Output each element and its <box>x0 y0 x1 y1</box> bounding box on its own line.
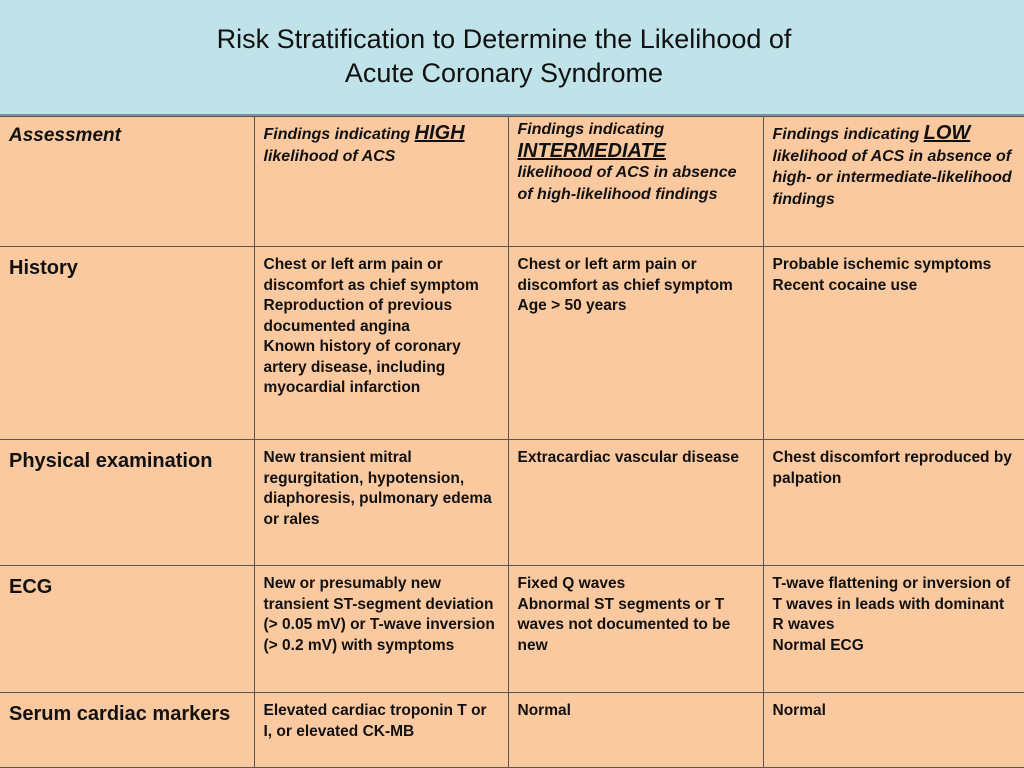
cell-line: Normal <box>772 702 826 719</box>
header-low-rest: likelihood of ACS in absence of high- or intermediate-likelihood findings <box>772 147 1012 208</box>
cell-line: Abnormal ST segments or T waves not documented to be new <box>517 595 731 654</box>
header-high-prefix: Findings indicating <box>263 126 415 143</box>
row-label-history: History <box>0 247 254 440</box>
header-low-prefix: Findings indicating <box>772 126 924 143</box>
cell-line: Recent cocaine use <box>772 276 918 294</box>
cell-history-intermediate <box>508 247 763 440</box>
header-intermediate-prefix: Findings indicating <box>517 121 665 138</box>
risk-table <box>0 116 1024 768</box>
cell-line: Chest discomfort reproduced by palpation <box>772 449 1012 487</box>
cell-physical-low <box>763 440 1024 566</box>
cell-line: Fixed Q waves <box>517 575 626 592</box>
cell-serum-high <box>254 693 508 768</box>
cell-ecg-low <box>763 566 1024 693</box>
header-assessment: Assessment <box>0 117 254 247</box>
cell-line: Normal ECG <box>772 636 864 654</box>
cell-ecg-intermediate <box>508 566 763 693</box>
cell-line: Chest or left arm pain or discomfort as chief symptom <box>263 256 479 294</box>
cell-ecg-high <box>254 566 508 693</box>
cell-line: Reproduction of previous documented angina <box>263 297 453 335</box>
cell-serum-intermediate <box>508 693 763 768</box>
cell-line: Elevated cardiac troponin T or I, or elevated CK-MB <box>263 702 487 740</box>
row-label-serum-cardiac-markers: Serum cardiac markers <box>0 693 254 768</box>
cell-line: Probable ischemic symptoms <box>772 256 992 273</box>
title-line-1: Risk Stratification to Determine the Likelihood of <box>216 24 792 54</box>
header-intermediate <box>508 117 763 247</box>
row-label-physical-examination: Physical examination <box>0 440 254 566</box>
cell-physical-intermediate <box>508 440 763 566</box>
table-row <box>0 566 1024 693</box>
cell-line: T-wave flattening or inversion of T waves in leads with dominant R waves <box>772 575 1011 633</box>
cell-history-low <box>763 247 1024 440</box>
table-row <box>0 440 1024 566</box>
cell-serum-low <box>763 693 1024 768</box>
cell-line: Age > 50 years <box>517 297 627 314</box>
row-label-ecg: ECG <box>0 566 254 693</box>
header-high-rest: likelihood of ACS <box>263 147 396 165</box>
table-header-row <box>0 117 1024 247</box>
cell-line: Chest or left arm pain or discomfort as chief symptom <box>517 256 733 294</box>
cell-line: Extracardiac vascular disease <box>517 449 739 466</box>
header-intermediate-emph: INTERMEDIATE <box>517 139 667 162</box>
header-intermediate-rest: likelihood of ACS in absence of high-likelihood findings <box>517 164 737 203</box>
cell-physical-high <box>254 440 508 566</box>
header-high-emph: HIGH <box>414 122 465 144</box>
cell-line: New or presumably new transient ST-segment deviation (> 0.05 mV) or T-wave inversion (> 0.2 mV) with symptoms <box>263 575 495 654</box>
title-banner <box>0 0 1024 116</box>
cell-line: Known history of coronary artery disease, including myocardial infarction <box>263 338 461 396</box>
title-line-2: Acute Coronary Syndrome <box>344 58 664 88</box>
cell-history-high <box>254 247 508 440</box>
cell-line: New transient mitral regurgitation, hypotension, diaphoresis, pulmonary edema or rales <box>263 449 492 528</box>
table-row <box>0 693 1024 768</box>
header-low-emph: LOW <box>923 122 971 144</box>
header-high <box>254 117 508 247</box>
header-low <box>763 117 1024 247</box>
cell-line: Normal <box>517 702 571 719</box>
page-title <box>0 22 1008 90</box>
table-row <box>0 247 1024 440</box>
